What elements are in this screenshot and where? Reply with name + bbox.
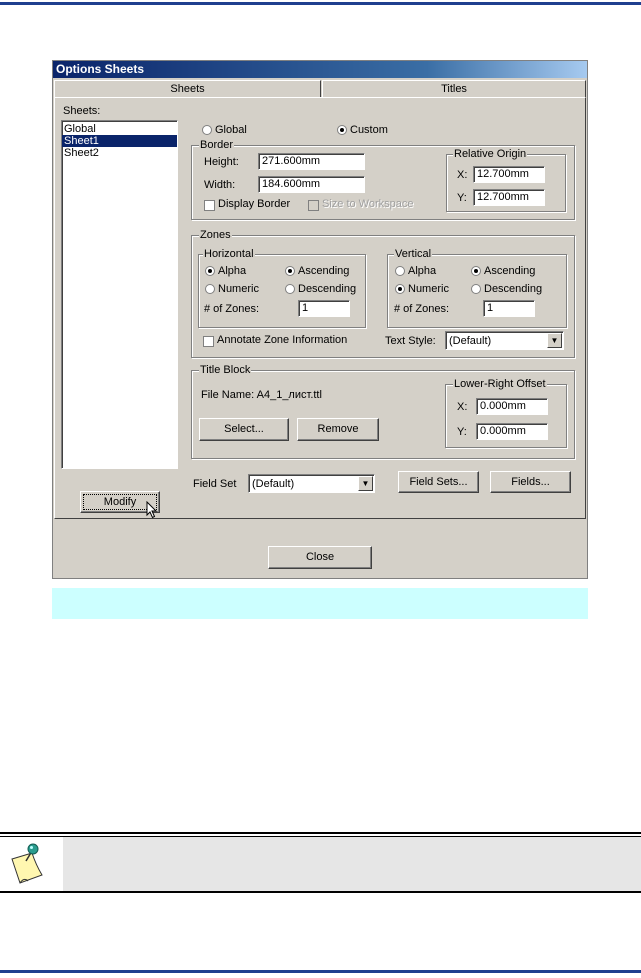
horizontal-descending-label: Descending xyxy=(298,283,357,295)
file-name-label: File Name: A4_1_лист.ttl xyxy=(201,389,322,401)
sheets-list-item[interactable]: Sheet2 xyxy=(64,147,99,159)
chevron-down-icon[interactable]: ▼ xyxy=(547,333,562,348)
pushpin-note-icon xyxy=(6,841,46,885)
text-style-dropdown[interactable] xyxy=(445,331,564,350)
field-set-value: (Default) xyxy=(252,478,295,490)
display-border-checkbox[interactable] xyxy=(204,200,215,211)
horizontal-zones-label: # of Zones: xyxy=(204,303,260,315)
note-body xyxy=(63,837,641,891)
tab-sheets[interactable]: Sheets xyxy=(54,80,321,97)
dialog-title: Options Sheets xyxy=(53,61,587,78)
offset-y-field[interactable]: 0.000mm xyxy=(476,423,548,440)
note-divider-bottom xyxy=(0,891,641,893)
field-sets-button[interactable]: Field Sets... xyxy=(398,471,479,493)
note-divider-top xyxy=(0,832,641,834)
origin-y-field[interactable]: 12.700mm xyxy=(473,189,545,206)
height-label: Height: xyxy=(204,156,239,168)
caption-strip xyxy=(52,588,588,619)
offset-x-field[interactable]: 0.000mm xyxy=(476,398,548,415)
border-title: Border xyxy=(200,139,234,151)
vertical-numeric-label: Numeric xyxy=(408,283,449,295)
vertical-descending-label: Descending xyxy=(484,283,543,295)
horizontal-alpha-radio[interactable] xyxy=(205,266,215,276)
sheets-list-item[interactable]: Global xyxy=(64,123,96,135)
size-to-workspace-label: Size to Workspace xyxy=(322,198,414,210)
vertical-ascending-radio[interactable] xyxy=(471,266,481,276)
horizontal-ascending-radio[interactable] xyxy=(285,266,295,276)
horizontal-numeric-radio[interactable] xyxy=(205,284,215,294)
vertical-alpha-label: Alpha xyxy=(408,265,437,277)
header-rule xyxy=(0,2,641,5)
tab-panel xyxy=(54,97,586,519)
title-block-title: Title Block xyxy=(200,364,251,376)
origin-y-label: Y: xyxy=(457,192,467,204)
options-sheets-dialog xyxy=(52,60,588,579)
vertical-zones-field[interactable]: 1 xyxy=(483,300,535,317)
remove-button[interactable]: Remove xyxy=(297,418,379,441)
origin-x-label: X: xyxy=(457,169,468,181)
horizontal-numeric-label: Numeric xyxy=(218,283,259,295)
fields-button[interactable]: Fields... xyxy=(490,471,571,493)
annotate-zone-checkbox[interactable] xyxy=(203,336,214,347)
sheets-list[interactable] xyxy=(61,120,178,469)
vertical-zones-label: # of Zones: xyxy=(394,303,450,315)
text-style-value: (Default) xyxy=(449,335,492,347)
sheets-list-item-selected[interactable]: Sheet1 xyxy=(62,135,177,147)
custom-radio[interactable] xyxy=(337,125,347,135)
width-field[interactable]: 184.600mm xyxy=(258,176,365,193)
horizontal-ascending-label: Ascending xyxy=(298,265,350,277)
chevron-down-icon[interactable]: ▼ xyxy=(358,476,373,491)
height-field[interactable]: 271.600mm xyxy=(258,153,365,170)
display-border-label: Display Border xyxy=(218,198,291,210)
sheets-label: Sheets: xyxy=(63,105,101,117)
width-label: Width: xyxy=(204,179,236,191)
horizontal-zones-field[interactable]: 1 xyxy=(298,300,350,317)
tab-titles[interactable]: Titles xyxy=(322,80,586,97)
offset-y-label: Y: xyxy=(457,426,467,438)
zones-title: Zones xyxy=(200,229,231,241)
vertical-title: Vertical xyxy=(395,248,432,260)
vertical-ascending-label: Ascending xyxy=(484,265,536,277)
horizontal-title: Horizontal xyxy=(204,248,254,260)
horizontal-descending-radio[interactable] xyxy=(285,284,295,294)
custom-label: Custom xyxy=(350,124,388,136)
horizontal-alpha-label: Alpha xyxy=(218,265,247,277)
relative-origin-title: Relative Origin xyxy=(454,148,527,160)
global-radio[interactable] xyxy=(202,125,212,135)
footer-rule xyxy=(0,970,641,973)
annotate-zone-label: Annotate Zone Information xyxy=(217,334,348,346)
global-label: Global xyxy=(215,124,247,136)
note-icon-cell xyxy=(0,837,62,891)
mouse-pointer-icon xyxy=(146,501,158,519)
close-button[interactable]: Close xyxy=(268,546,372,569)
vertical-numeric-radio[interactable] xyxy=(395,284,405,294)
select-button[interactable]: Select... xyxy=(199,418,289,441)
field-set-dropdown[interactable] xyxy=(248,474,375,493)
modify-button[interactable]: Modify xyxy=(80,491,160,513)
origin-x-field[interactable]: 12.700mm xyxy=(473,166,545,183)
text-style-label: Text Style: xyxy=(385,335,436,347)
vertical-alpha-radio[interactable] xyxy=(395,266,405,276)
offset-x-label: X: xyxy=(457,401,468,413)
field-set-label: Field Set xyxy=(193,478,237,490)
lower-right-offset-title: Lower-Right Offset xyxy=(454,378,546,390)
vertical-descending-radio[interactable] xyxy=(471,284,481,294)
size-to-workspace-checkbox xyxy=(308,200,319,211)
